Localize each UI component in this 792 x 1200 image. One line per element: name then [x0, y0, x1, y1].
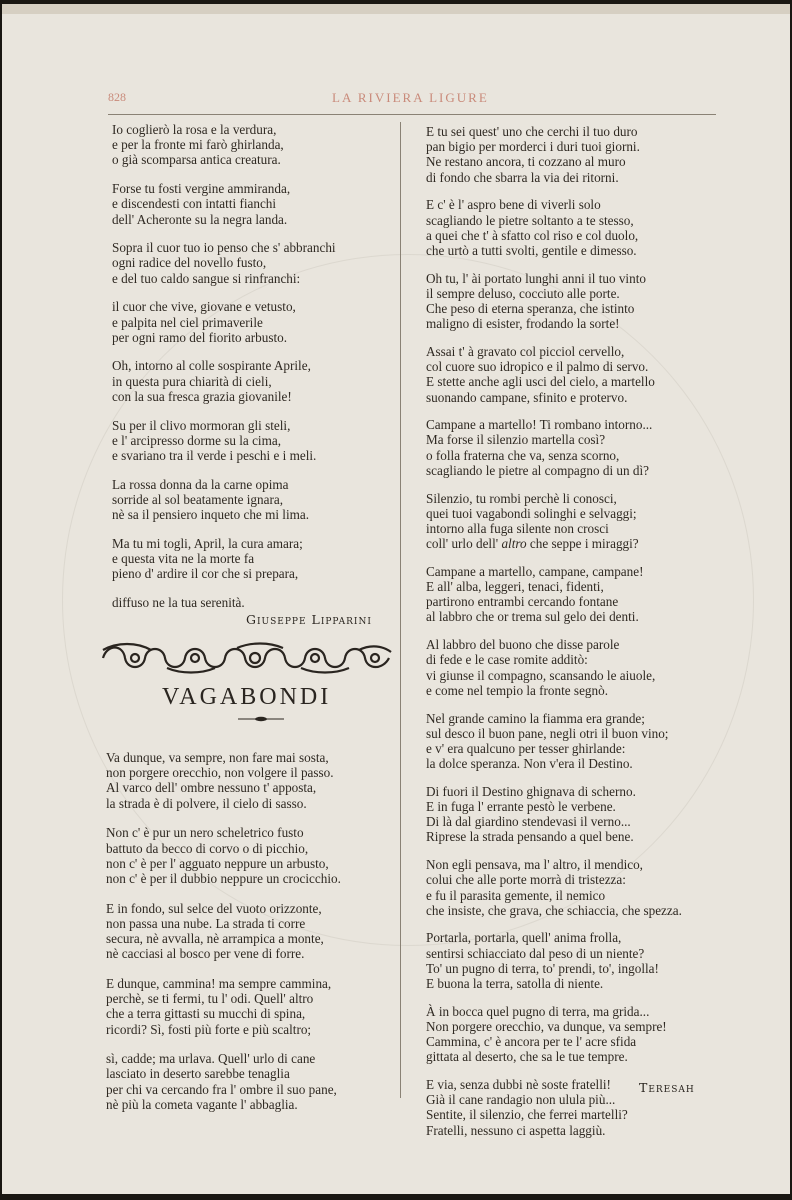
stanza	[426, 491, 726, 552]
stanza	[112, 240, 392, 286]
verse-line: scagliando le pietre soltanto a te stesso,	[426, 212, 634, 228]
verse-line: E c' è l' aspro bene di viverli solo	[426, 197, 601, 213]
verse-line: e palpita nel ciel primaverile	[112, 314, 263, 330]
verse-line: E via, senza dubbi nè soste fratelli!	[426, 1077, 611, 1093]
verse-line: Oh tu, l' ài portato lunghi anni il tuo vinto	[426, 270, 646, 286]
verse-line: Su per il clivo mormoran gli steli,	[112, 417, 291, 433]
verse-line: e svariano tra il verde i peschi e i meli.	[112, 447, 317, 463]
verse-line: ogni radice del novello fusto,	[112, 255, 267, 271]
verse-line: il sempre deluso, cocciuto alle porte.	[426, 285, 620, 301]
verse-line: la strada è di polvere, il cielo di sasso.	[106, 795, 307, 811]
verse-line: nè cacciasi al bosco per vene di forre.	[106, 946, 305, 962]
verse-line: Oh, intorno al colle sospirante Aprile,	[112, 358, 311, 374]
stanza	[106, 976, 396, 1037]
verse-line: per ogni ramo del fiorito arbusto.	[112, 329, 288, 345]
verse-line: sorride al sol beatamente ignara,	[112, 491, 283, 507]
verse-line: Non porgere orecchio, va dunque, va sempre!	[426, 1018, 667, 1034]
verse-line: e l' arcipresso dorme su la cima,	[112, 432, 281, 448]
verse-line: Fratelli, nessuno ci aspetta laggiù.	[426, 1122, 606, 1138]
author-signature-lipparini: Giuseppe Lipparini	[246, 612, 372, 627]
verse-line: diffuso ne la tua serenità.	[112, 594, 245, 610]
verse-line: o già scomparsa antica creatura.	[112, 152, 281, 168]
verse-line: To' un pugno di terra, to' prendi, to', ingolla!	[426, 960, 659, 976]
verse-line: Sentite, il silenzio, che ferrei martelli?	[426, 1107, 628, 1123]
verse-line: E all' alba, leggeri, tenaci, fidenti,	[426, 579, 604, 595]
header-rule	[108, 114, 716, 115]
verse-line: sentirsi schiacciato dal peso di un niente?	[426, 945, 645, 961]
verse-line: Ma tu mi togli, April, la cura amara;	[112, 535, 303, 551]
verse-line: Portarla, portarla, quell' anima frolla,	[426, 930, 622, 946]
decorative-ornament-band	[97, 638, 397, 678]
verse-line: Già il cane randagio non ulula più...	[426, 1092, 616, 1108]
stanza	[426, 271, 726, 332]
verse-line: perchè, se ti fermi, tu l' odi. Quell' altro	[106, 991, 314, 1007]
verse-line: e questa vita ne la morte fa	[112, 550, 255, 566]
verse-line: in questa pura chiarità di cieli,	[112, 373, 272, 389]
stanza	[112, 418, 392, 464]
poem-title: VAGABONDI	[162, 684, 332, 710]
stanza	[112, 299, 392, 345]
stanza	[426, 1004, 726, 1065]
verse-line: Forse tu fosti vergine ammiranda,	[112, 181, 291, 197]
verse-line: non porgere orecchio, non volgere il passo.	[106, 765, 334, 781]
stanza	[426, 344, 726, 405]
verse-line: intorno alla fuga silente non crosci	[426, 520, 609, 536]
verse-line: Che peso di eterna speranza, che istinto	[426, 301, 635, 317]
verse-line: scagliando le pietre al compagno di un dì?	[426, 462, 650, 478]
stanza	[426, 124, 726, 185]
magazine-page	[2, 4, 790, 1194]
verse-line: Campane a martello, campane, campane!	[426, 563, 644, 579]
stanza	[112, 477, 392, 523]
stanza	[426, 784, 726, 845]
verse-line: non passa una nube. La strada ti corre	[106, 915, 306, 931]
stanza	[112, 122, 392, 168]
verse-line: secura, nè avvalla, nè arrampica a monte,	[106, 931, 324, 947]
verse-line: che insiste, che grava, che schiaccia, che spezza.	[426, 902, 682, 918]
verse-line: pieno d' ardire il cor che si prepara,	[112, 566, 299, 582]
running-head: LA RIVIERA LIGURE	[332, 90, 489, 105]
verse-line: per chi va cercando fra l' ombre il suo pane,	[106, 1081, 337, 1097]
verse-line: Ma forse il silenzio martella così?	[426, 432, 606, 448]
verse-line: Non egli pensava, ma l' altro, il mendico,	[426, 857, 643, 873]
verse-line: non c' è per il dubbio neppure un crocicchio.	[106, 870, 341, 886]
verse-line: E tu sei quest' uno che cerchi il tuo duro	[426, 124, 638, 139]
poem-vagabondi-right	[426, 124, 726, 1150]
stanza	[426, 711, 726, 772]
verse-line: con la sua fresca grazia giovanile!	[112, 388, 292, 404]
verse-line: e per la fronte mi farò ghirlanda,	[112, 137, 284, 153]
column-divider	[400, 122, 401, 1098]
verse-line: suonando campane, sfinito e protervo.	[426, 389, 628, 405]
verse-line: Assai t' à gravato col picciol cervello,	[426, 343, 625, 359]
verse-line: di fede e le case romite additò:	[426, 652, 588, 668]
verse-line: a quei che t' à sfatto col riso e col duolo,	[426, 227, 639, 243]
verse-line: la dolce speranza. Non v'era il Destino.	[426, 756, 633, 772]
stanza	[426, 857, 726, 918]
verse-line: Di fuori il Destino ghignava di scherno.	[426, 783, 636, 799]
verse-line: Sopra il cuor tuo io penso che s' abbranchi	[112, 240, 336, 256]
verse-line: sul desco il buon pane, negli otri il buon vino;	[426, 725, 669, 741]
verse-line: E dunque, cammina! ma sempre cammina,	[106, 975, 332, 991]
verse-line: lasciato in deserto sarebbe tenaglia	[106, 1066, 290, 1082]
verse-line: E in fondo, sul selce del vuoto orizzonte,	[106, 900, 322, 916]
poem-lipparini	[112, 122, 392, 624]
verse-line: Silenzio, tu rombi perchè li conosci,	[426, 490, 617, 506]
verse-line: il cuor che vive, giovane e vetusto,	[112, 299, 296, 315]
verse-line: nè sa il pensiero inqueto che mi lima.	[112, 507, 310, 523]
page-top-edge	[2, 4, 790, 14]
verse-line: Io coglierò la rosa e la verdura,	[112, 122, 277, 137]
verse-line: e discendesti con intatti fianchi	[112, 196, 277, 212]
verse-line: E stette anche agli usci del cielo, a martello	[426, 374, 655, 390]
author-signature-teresah: Teresah	[639, 1080, 695, 1095]
verse-line: À in bocca quel pugno di terra, ma grida...	[426, 1003, 650, 1019]
verse-line: e v' era qualcuno per tesser ghirlande:	[426, 740, 626, 756]
verse-line: dell' Acheronte su la negra landa.	[112, 211, 288, 227]
verse-line: col cuore suo idropico e il palmo di servo.	[426, 359, 649, 375]
verse-line: o folla fraterna che va, senza scorno,	[426, 447, 620, 463]
page-number: 828	[108, 90, 126, 104]
verse-line: che urtò a tutti svolti, gentile e dimesso.	[426, 242, 637, 258]
verse-line: e come nel tempio la fronte segnò.	[426, 682, 608, 698]
verse-line: vi giunse il compagno, scansando le aiuole,	[426, 667, 656, 683]
stanza	[112, 536, 392, 582]
stanza	[426, 197, 726, 258]
verse-line: pan bigio per morderci i duri tuoi giorni.	[426, 139, 640, 155]
verse-line: Nel grande camino la fiamma era grande;	[426, 710, 645, 726]
verse-line: Campane a martello! Ti rombano intorno...	[426, 417, 653, 433]
verse-line: Cammina, c' è ancora per te l' acre sfida	[426, 1034, 637, 1050]
verse-line: di fondo che sbarra la via dei ritorni.	[426, 169, 619, 185]
stanza	[106, 825, 396, 886]
verse-line: e fu il parasita gemente, il nemico	[426, 887, 606, 903]
verse-line: non c' è per l' agguato neppure un arbusto,	[106, 855, 329, 871]
verse-line: Non c' è pur un nero scheletrico fusto	[106, 825, 304, 841]
verse-line: Ne restano ancora, ti cozzano al muro	[426, 154, 626, 170]
verse-line: partirono entrambi cercando fontane	[426, 594, 619, 610]
page-header	[2, 90, 790, 112]
poem-vagabondi-left	[106, 750, 396, 1127]
stanza	[112, 595, 392, 610]
verse-line: La rossa donna da la carne opima	[112, 476, 289, 492]
stanza	[112, 358, 392, 404]
verse-line: coll' urlo dell' altro che seppe i miraggi?	[426, 536, 639, 552]
stanza	[426, 930, 726, 991]
verse-line: quei tuoi vagabondi solinghi e selvaggi;	[426, 505, 637, 521]
stanza	[106, 1051, 396, 1112]
verse-line: Al labbro del buono che disse parole	[426, 637, 620, 653]
stanza	[426, 564, 726, 625]
verse-line: Riprese la strada pensando a quel bene.	[426, 829, 634, 845]
verse-line: Al varco dell' ombre nessuno t' apposta,	[106, 780, 317, 796]
verse-line: gittata al deserto, che sa le tue tempre.	[426, 1049, 628, 1065]
verse-line: colui che alle porte morrà di tristezza:	[426, 872, 626, 888]
verse-line: nè più la cometa vagante l' abbaglia.	[106, 1096, 298, 1112]
title-ornament-dash	[238, 716, 284, 722]
verse-line: E in fuga l' errante pestò le verbene.	[426, 799, 616, 815]
verse-line: Di là dal giardino stendevasi il verno...	[426, 814, 631, 830]
stanza	[106, 901, 396, 962]
stanza	[426, 417, 726, 478]
stanza	[112, 181, 392, 227]
stanza	[106, 750, 396, 811]
verse-line: e del tuo caldo sangue si rinfranchi:	[112, 270, 301, 286]
verse-line: battuto da becco di corvo o di picchio,	[106, 840, 309, 856]
verse-line: che a terra gittasti su mucchi di spina,	[106, 1006, 306, 1022]
verse-line: ricordi? Sì, fosti più forte e più scaltro;	[106, 1021, 312, 1037]
verse-line: al labbro che or trema sul gelo dei denti.	[426, 609, 639, 625]
verse-line: Va dunque, va sempre, non fare mai sosta,	[106, 750, 329, 765]
stanza	[426, 637, 726, 698]
verse-line: maligno di esister, frodando la sorte!	[426, 316, 620, 332]
verse-line: sì, cadde; ma urlava. Quell' urlo di cane	[106, 1051, 316, 1067]
verse-line: E buona la terra, satolla di niente.	[426, 976, 604, 992]
